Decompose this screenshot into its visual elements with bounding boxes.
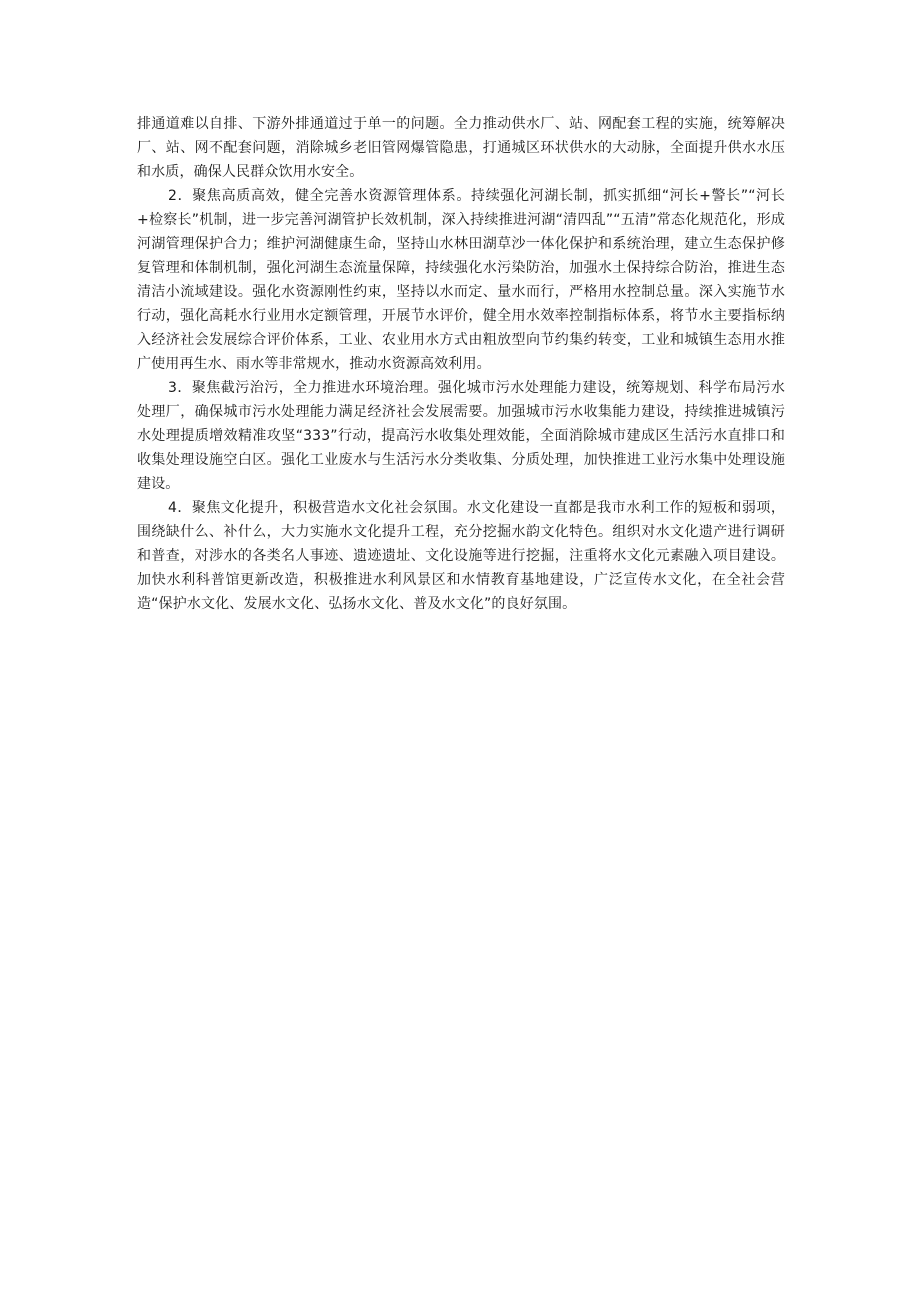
document-body (137, 112, 785, 616)
paragraph-item-3: 3．聚焦截污治污，全力推进水环境治理。强化城市污水处理能力建设，统筹规划、科学布局污水处理厂，确保城市污水处理能力满足经济社会发展需要。加强城市污水收集能力建设，持续推进城镇污水处理提质增效精准攻坚“333”行动，提高污水收集处理效能，全面消除城市建成区生活污水直排口和收集处理设施空白区。强化工业废水与生活污水分类收集、分质处理，加快推进工业污水集中处理设施建设。 (137, 380, 785, 492)
paragraph-item-4: 4．聚焦文化提升，积极营造水文化社会氛围。水文化建设一直都是我市水利工作的短板和弱项，围绕缺什么、补什么，大力实施水文化提升工程，充分挖掘水韵文化特色。组织对水文化遗产进行调研和普查，对涉水的各类名人事迹、遗迹遗址、文化设施等进行挖掘，注重将水文化元素融入项目建设。加快水利科普馆更新改造，积极推进水利风景区和水情教育基地建设，广泛宣传水文化，在全社会营造“保护水文化、发展水文化、弘扬水文化、普及水文化”的良好氛围。 (137, 500, 785, 612)
paragraph-item-2: 2．聚焦高质高效，健全完善水资源管理体系。持续强化河湖长制，抓实抓细“河长+警长”“河长+检察长”机制，进一步完善河湖管护长效机制，深入持续推进河湖“清四乱”“五清”常态化规范化，形成河湖管理保护合力；维护河湖健康生命，坚持山水林田湖草沙一体化保护和系统治理，建立生态保护修复管理和体制机制，强化河湖生态流量保障，持续强化水污染防治，加强水土保持综合防治，推进生态清洁小流域建设。强化水资源刚性约束，坚持以水而定、量水而行，严格用水控制总量。深入实施节水行动，强化高耗水行业用水定额管理，开展节水评价，健全用水效率控制指标体系，将节水主要指标纳入经济社会发展综合评价体系，工业、农业用水方式由粗放型向节约集约转变，工业和城镇生态用水推广使用再生水、雨水等非常规水，推动水资源高效利用。 (137, 188, 785, 372)
paragraph-continuation: 排通道难以自排、下游外排通道过于单一的问题。全力推动供水厂、站、网配套工程的实施，统筹解决厂、站、网不配套问题，消除城乡老旧管网爆管隐患，打通城区环状供水的大动脉，全面提升供水水压和水质，确保人民群众饮用水安全。 (137, 116, 785, 180)
